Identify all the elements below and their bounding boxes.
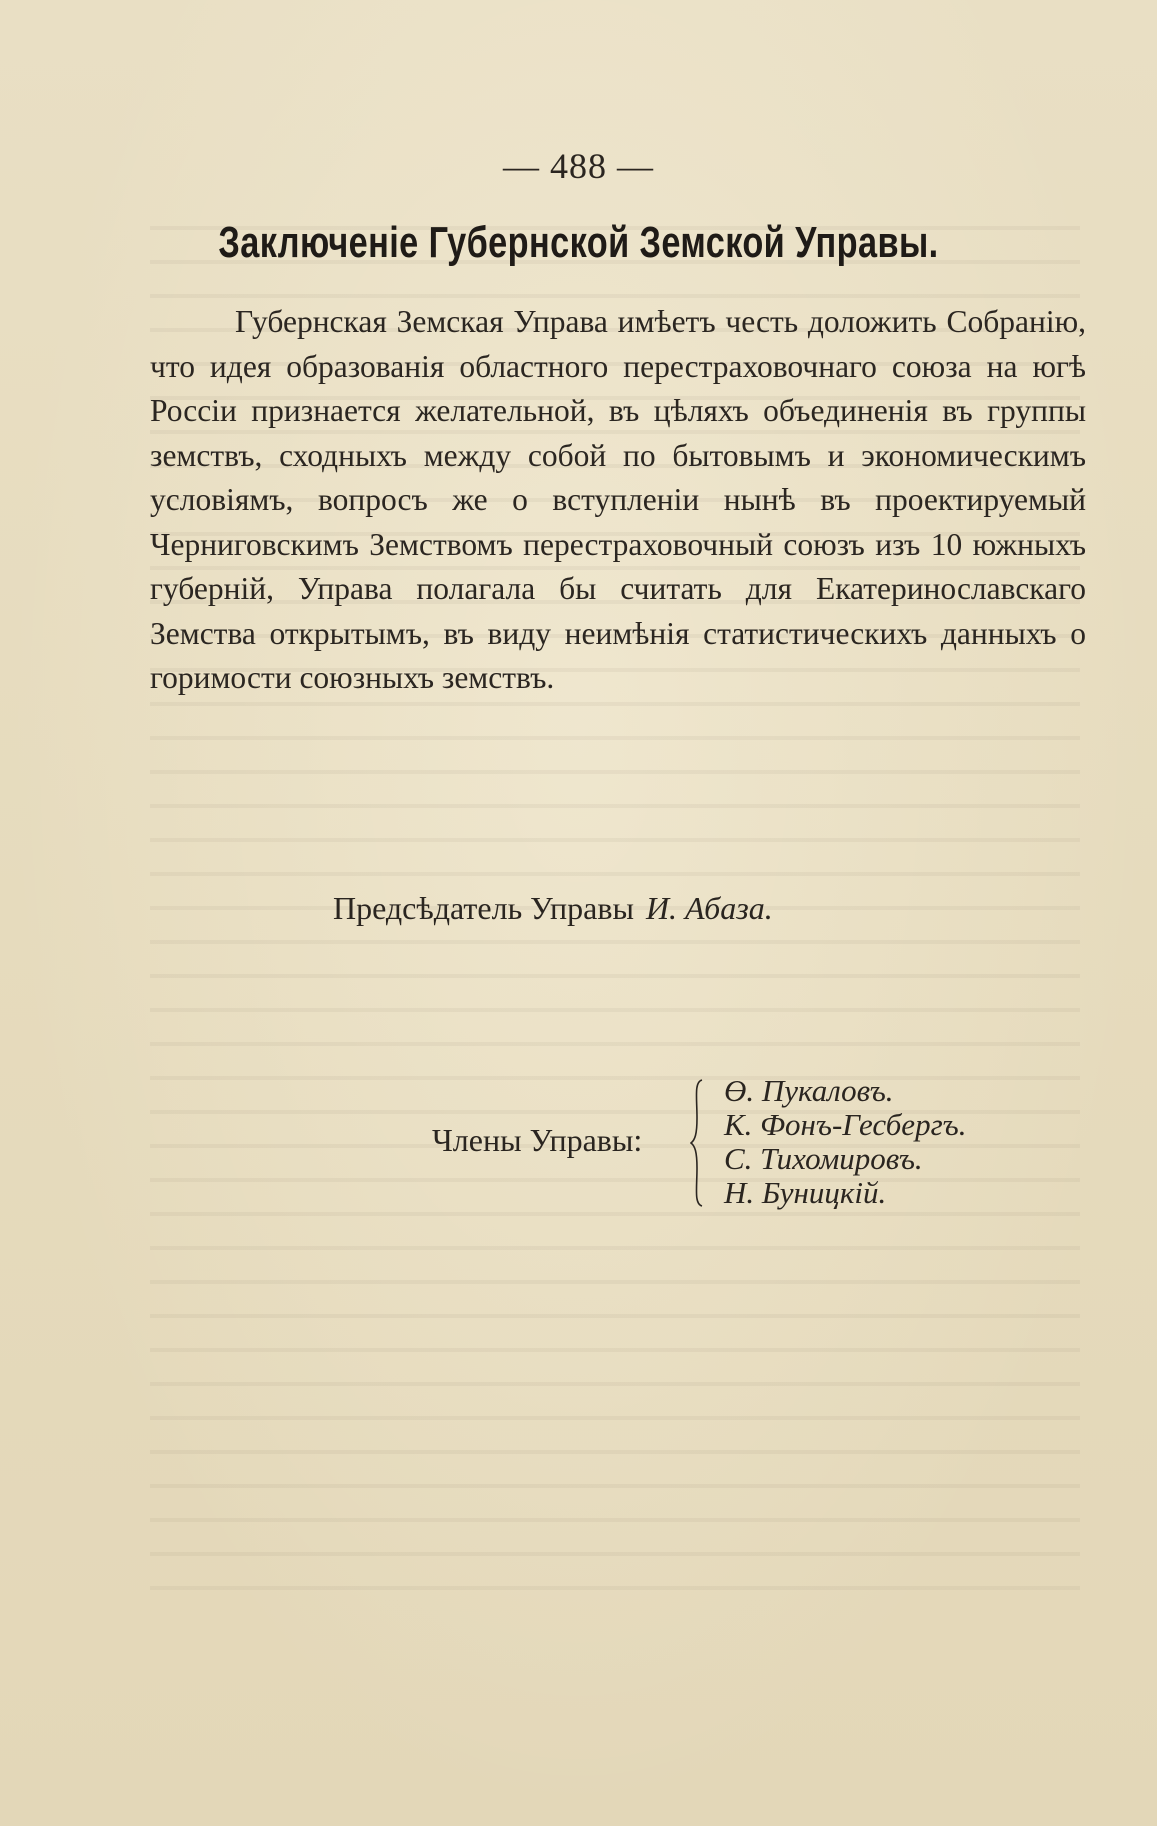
members-brace (690, 1078, 704, 1208)
members-list (724, 1074, 967, 1210)
member-name: К. Фонъ-Гесбергъ. (724, 1107, 967, 1142)
chairman-name: И. Абаза. (645, 890, 773, 926)
members-label: Члены Управы: (432, 1122, 643, 1158)
chairman-signature-line (333, 890, 773, 927)
member-name: С. Тихомировъ. (724, 1141, 923, 1176)
section-title: Заключеніе Губернской Земской Управы. (218, 218, 939, 267)
page-number: — 488 — (503, 146, 654, 186)
chairman-label: Предсѣдатель Управы (333, 890, 634, 926)
member-name: Ө. Пукаловъ. (724, 1073, 894, 1108)
body-paragraph: Губернская Земская Управа имѣетъ честь доложить Собранію, что идея образованія областного перестраховочнаго союза на югѣ Россіи признается желательной, въ цѣляхъ объединенія въ группы земствъ, сходныхъ между собой по бытовымъ и экономическимъ условіямъ, вопросъ же о вступленіи нынѣ въ проектируемый Черниговскимъ Земствомъ перестраховочный союзъ изъ 10 южныхъ губерній, Управа полагала бы считать для Екатеринославскаго Земства открытымъ, въ виду неимѣнія статистическихъ данныхъ о горимости союзныхъ земствъ. (150, 304, 1086, 695)
member-name: Н. Буницкій. (724, 1175, 887, 1210)
